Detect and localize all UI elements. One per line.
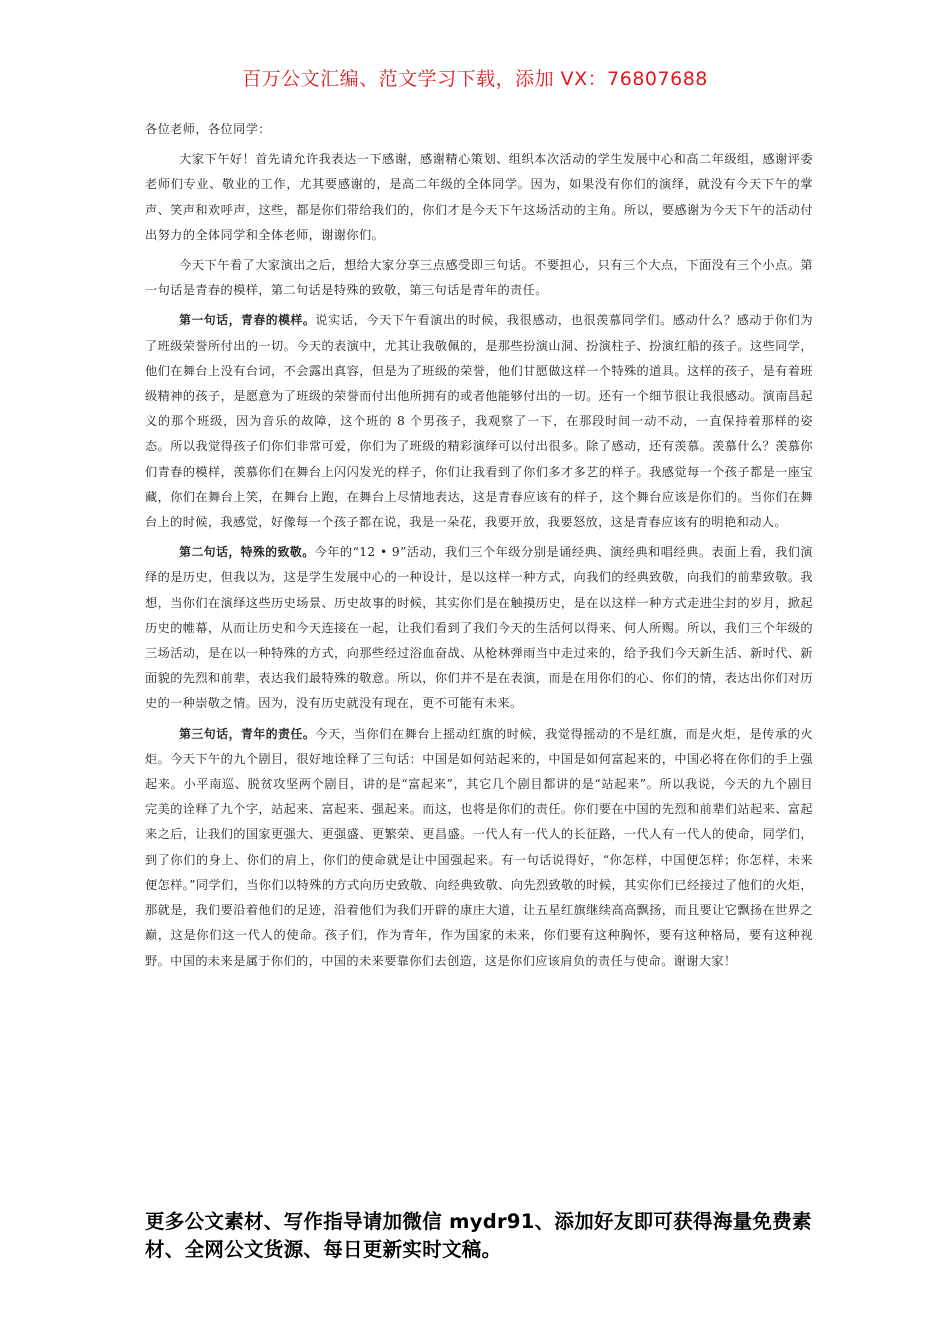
paragraph-point-two — [145, 540, 813, 716]
paragraph-lead-heading: 第三句话，青年的责任。 — [179, 726, 316, 741]
paragraph-text: 大家下午好！首先请允许我表达一下感谢，感谢精心策划、组织本次活动的学生发展中心和高二年级组，感谢评委老师们专业、敬业的工作，尤其要感谢的，是高二年级的全体同学。因为，如果没有你们的演绎，就没有今天下午的掌声、笑声和欢呼声，这些，都是你们带给我们的，你们才是今天下午这场活动的主角。所以，要感谢为今天下午的活动付出努力的全体同学和全体老师，谢谢你们。 — [145, 152, 813, 242]
paragraph-lead-heading: 第二句话，特殊的致敬。 — [179, 545, 315, 560]
speech-salutation: 各位老师，各位同学： — [145, 122, 271, 136]
header-promo-banner: 百万公文汇编、范文学习下载，添加 VX：76807688 — [242, 68, 708, 90]
footer-promo-text: 更多公文素材、写作指导请加微信 mydr91、添加好友即可获得海量免费素材、全网公文货源、每日更新实时文稿。 — [145, 1210, 812, 1261]
paragraph-text: 今天下午看了大家演出之后，想给大家分享三点感受即三句话。不要担心，只有三个大点，下面没有三个小点。第一句话是青春的模样，第二句话是特殊的致敬，第三句话是青年的责任。 — [145, 258, 813, 298]
paragraph-text: 今年的“12 • 9”活动，我们三个年级分别是诵经典、演经典和唱经典。表面上看，我们演绎的是历史，但我以为，这是学生发展中心的一种设计，是以这样一种方式，向我们的经典致敬，向我们的前辈致敬。我想，当你们在演绎这些历史场景、历史故事的时候，其实你们是在触摸历史，是在以这样一种方式走进尘封的岁月，掀起历史的帷幕，从而让历史和今天连接在一起，让我们看到了我们今天的生活何以得来、何人所赐。所以，我们三个年级的三场活动，是在以一种特殊的方式，向那些经过浴血奋战、从枪林弹雨当中走过来的，给予我们今天新生活、新时代、新面貌的先烈和前辈，表达我们最特殊的敬意。所以，你们并不是在表演，而是在用你们的心、你们的情，表达出你们对历史的一种崇敬之情。因为，没有历史就没有现在，更不可能有未来。 — [145, 545, 813, 711]
paragraph-point-three — [145, 722, 813, 974]
paragraph-text: 今天，当你们在舞台上摇动红旗的时候，我觉得摇动的不是红旗，而是火炬，是传承的火炬。今天下午的九个剧目，很好地诠释了三句话：中国是如何站起来的，中国是如何富起来的，中国必将在你们的手上强起来。小平南巡、脱贫攻坚两个剧目，讲的是“富起来”，其它几个剧目都讲的是“站起来”。所以我说，今天的九个剧目完美的诠释了九个字，站起来、富起来、强起来。而这，也将是你们的责任。你们要在中国的先烈和前辈们站起来、富起来之后，让我们的国家更强大、更强盛、更繁荣、更昌盛。一代人有一代人的长征路，一代人有一代人的使命，同学们，到了你们的身上、你们的肩上，你们的使命就是让中国强起来。有一句话说得好，“你怎样，中国便怎样；你怎样，未来便怎样。”同学们，当你们以特殊的方式向历史致敬、向经典致敬、向先烈致敬的时候，其实你们已经接过了他们的火炬，那就是，我们要沿着他们的足迹，沿着他们为我们开辟的康庄大道，让五星红旗继续高高飘扬，而且要让它飘扬在世界之巅，这是你们这一代人的使命。孩子们，作为青年，作为国家的未来，你们要有这种胸怀，要有这种格局，要有这种视野。中国的未来是属于你们的，中国的未来要靠你们去创造，这是你们应该肩负的责任与使命。谢谢大家！ — [145, 726, 813, 968]
paragraph-text: 说实话，今天下午看演出的时候，我很感动，也很羡慕同学们。感动什么？感动于你们为了班级荣誉所付出的一切。今天的表演中，尤其让我敬佩的，是那些扮演山洞、扮演柱子、扮演红船的孩子。这些同学，他们在舞台上没有台词，不会露出真容，但是为了班级的荣誉，他们甘愿做这样一个特殊的道具。这样的孩子，是有着班级精神的孩子，是愿意为了班级的荣誉而付出他所拥有的或者他能够付出的一切。还有一个细节很让我很感动。演南昌起义的那个班级，因为音乐的故障，这个班的 8 个男孩子，我观察了一下，在那段时间一动不动，一直保持着那样的姿态。所以我觉得孩子们你们非常可爱，你们为了班级的精彩演绎可以付出很多。除了感动，还有羡慕。羡慕什么？羡慕你们青春的模样，羡慕你们在舞台上闪闪发光的样子，你们让我看到了你们多才多艺的样子。我感觉每一个孩子都是一座宝藏，你们在舞台上笑，在舞台上跑，在舞台上尽情地表达，这是青春应该有的样子，这个舞台应该是你们的。当你们在舞台上的时候，我感觉，好像每一个孩子都在说，我是一朵花，我要开放，我要怒放，这是青春应该有的明艳和动人。 — [145, 313, 813, 530]
paragraph-overview — [145, 253, 813, 303]
paragraph-point-one — [145, 308, 813, 535]
paragraph-lead-heading: 第一句话，青春的模样。 — [179, 313, 316, 328]
paragraph-thanks — [145, 147, 813, 248]
speech-body — [145, 117, 813, 979]
